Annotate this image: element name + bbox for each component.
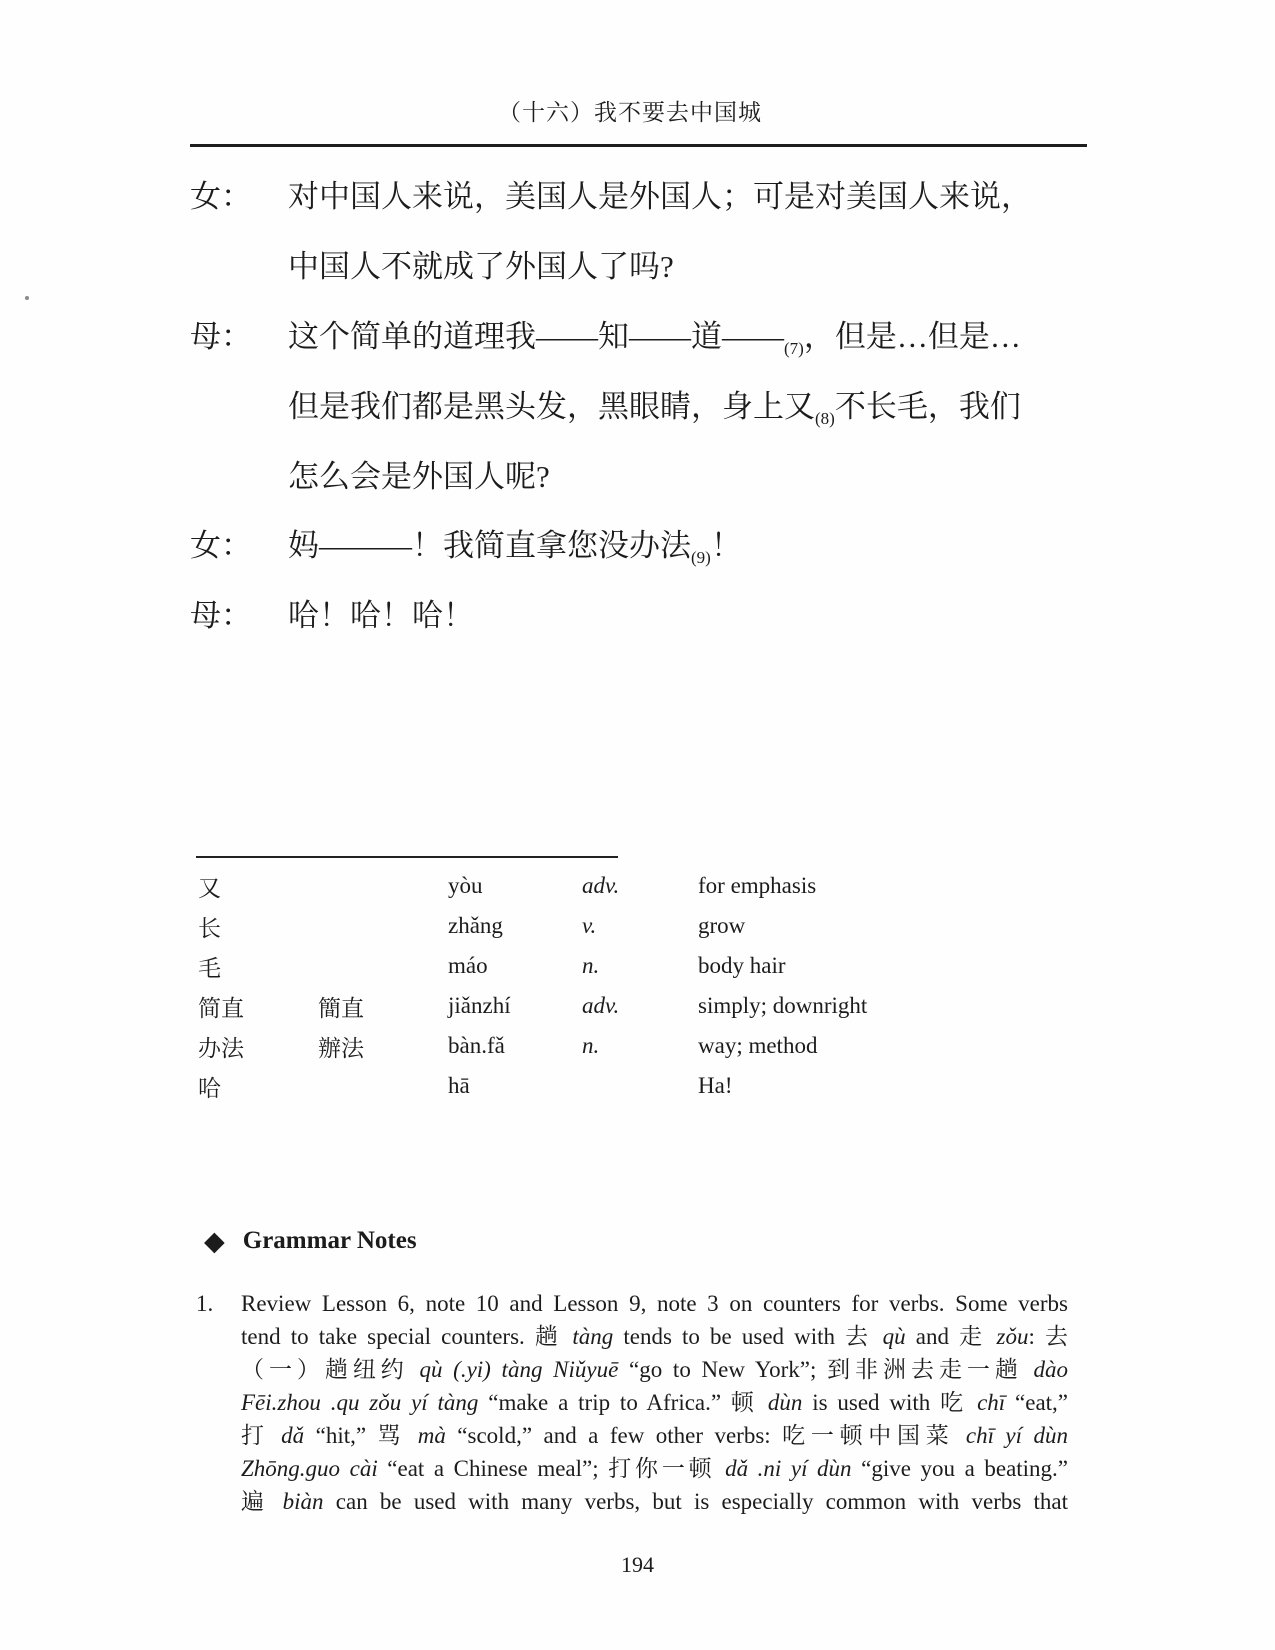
vocab-pos: n. (582, 1033, 600, 1058)
speaker-label: 女： (190, 179, 252, 214)
dialogue-line (190, 248, 674, 286)
vocab-pinyin: jiǎnzhí (448, 993, 511, 1018)
vocab-row (198, 906, 1070, 946)
grammar-notes-heading (204, 1227, 417, 1255)
dialogue-text-segment: ！ (710, 528, 742, 563)
grammar-text-segment: biàn (282, 1489, 324, 1514)
grammar-line (190, 1287, 1068, 1320)
grammar-text-segment: “make a trip to Africa.” 顿 (478, 1390, 768, 1415)
grammar-text-segment: tend to take special counters. 趟 (241, 1324, 573, 1349)
dialogue-line (190, 388, 1021, 438)
list-item-number: 1. (196, 1291, 214, 1316)
grammar-text-segment: Zhōng.guo cài (241, 1456, 378, 1481)
dialogue-text-segment: 怎么会是外国人呢? (288, 459, 550, 494)
grammar-text-segment: dǎ .ni yí dùn (725, 1456, 852, 1481)
footnote-ref: (9) (691, 548, 711, 567)
page-title: （十六）我不要去中国城 (498, 100, 762, 125)
dialogue-text-segment: 哈！哈！哈！ (288, 598, 474, 633)
grammar-text-segment: “hit,” 骂 (304, 1423, 418, 1448)
grammar-text-segment: dùn (767, 1390, 803, 1415)
vocab-traditional: 簡直 (318, 995, 364, 1021)
grammar-text-segment: zǒu (996, 1324, 1029, 1349)
speaker-label: 母： (190, 319, 252, 354)
dialogue-text-segment: ，但是…但是… (803, 319, 1021, 354)
grammar-line (190, 1452, 1068, 1485)
grammar-text-segment: 遍 (241, 1489, 283, 1514)
dialogue-line (190, 527, 742, 577)
vocab-simplified: 办法 (198, 1035, 244, 1061)
vocab-row (198, 986, 1070, 1026)
vocab-simplified: 哈 (198, 1075, 221, 1101)
vocab-gloss: body hair (698, 953, 786, 978)
grammar-line (190, 1353, 1068, 1386)
grammar-text-segment: 打 (241, 1423, 282, 1448)
speaker-label: 女： (190, 528, 252, 563)
grammar-text-segment: Review Lesson 6, note 10 and Lesson 9, note 3 on counters for verbs. Some verbs (241, 1291, 1068, 1316)
vocab-pinyin: yòu (448, 873, 483, 898)
header-rule (190, 144, 1087, 147)
grammar-text-segment: chī (977, 1390, 1006, 1415)
vocab-simplified: 又 (198, 875, 221, 901)
dialogue-line (190, 318, 1021, 368)
grammar-text-segment: qù (882, 1324, 906, 1349)
grammar-text-segment: dǎ (281, 1423, 305, 1448)
dialogue-text-segment: 中国人不就成了外国人了吗? (288, 249, 674, 284)
dialogue-line (190, 458, 550, 496)
grammar-text-segment: is used with 吃 (802, 1390, 978, 1415)
vocab-row (198, 866, 1070, 906)
vocab-pinyin: zhǎng (448, 913, 503, 938)
vocab-simplified: 长 (198, 915, 221, 941)
grammar-text-segment: “eat,” (1005, 1390, 1069, 1415)
grammar-text-segment: mà (417, 1423, 446, 1448)
grammar-text-segment: “eat a Chinese meal”; 打你一顿 (377, 1456, 726, 1481)
grammar-text-segment: qù (.yi) tàng Niǔyuē (419, 1357, 619, 1382)
dialogue-text-segment: 妈———！我简直拿您没办法 (288, 528, 691, 563)
vocab-gloss: grow (698, 913, 746, 938)
grammar-text-segment: tàng (572, 1324, 614, 1349)
grammar-text-segment: can be used with many verbs, but is especially common with verbs that (323, 1489, 1068, 1514)
grammar-text-segment: chī yí dùn (965, 1423, 1068, 1448)
vocab-row (198, 946, 1070, 986)
vocab-pos: adv. (582, 873, 620, 898)
grammar-text-segment: （一）趟纽约 (241, 1357, 420, 1382)
grammar-line (190, 1485, 1068, 1518)
grammar-line (190, 1386, 1068, 1419)
dialogue-text-segment: 不长毛，我们 (834, 389, 1021, 424)
diamond-bullet-icon: ◆ (204, 1225, 225, 1256)
grammar-text-segment: “give you a beating.” (851, 1456, 1069, 1481)
vocab-pos: v. (582, 913, 597, 938)
dialogue-line (190, 178, 1032, 216)
vocab-traditional: 辦法 (318, 1035, 364, 1061)
vocab-pinyin: bàn.fǎ (448, 1033, 505, 1058)
vocab-simplified: 毛 (198, 955, 221, 981)
grammar-notes-title: Grammar Notes (242, 1227, 417, 1254)
vocab-row (198, 1026, 1070, 1066)
vocab-gloss: way; method (698, 1033, 818, 1058)
vocab-top-rule (196, 856, 618, 858)
grammar-text-segment: Fēi.zhou .qu zǒu yí tàng (241, 1390, 479, 1415)
speaker-label: 母： (190, 598, 252, 633)
footnote-ref: (7) (784, 339, 804, 358)
vocab-row (198, 1066, 1070, 1106)
page-number: 194 (621, 1552, 654, 1577)
vocab-pos: n. (582, 953, 600, 978)
grammar-text-segment: and 走 (905, 1324, 997, 1349)
scan-speck (25, 296, 29, 300)
footnote-ref: (8) (815, 409, 835, 428)
grammar-notes-list (190, 1287, 1068, 1518)
vocab-pos: adv. (582, 993, 620, 1018)
grammar-text-segment: tends to be used with 去 (613, 1324, 883, 1349)
vocab-pinyin: máo (448, 953, 488, 978)
grammar-text-segment: “scold,” and a few other verbs: 吃一顿中国菜 (445, 1423, 966, 1448)
vocab-pinyin: hā (448, 1073, 470, 1098)
dialogue-line (190, 597, 474, 635)
grammar-text-segment: “go to New York”; 到非洲去走一趟 (618, 1357, 1034, 1382)
grammar-text-segment: dào (1033, 1357, 1069, 1382)
dialogue-text-segment: 对中国人来说，美国人是外国人；可是对美国人来说， (288, 179, 1032, 214)
vocab-gloss: simply; downright (698, 993, 868, 1018)
vocab-simplified: 简直 (198, 995, 244, 1021)
grammar-line (190, 1320, 1068, 1353)
vocab-gloss: Ha! (698, 1073, 733, 1098)
grammar-line (190, 1419, 1068, 1452)
vocab-table (198, 866, 1070, 1106)
vocab-gloss: for emphasis (698, 873, 817, 898)
dialogue-text-segment: 但是我们都是黑头发，黑眼睛，身上又 (288, 389, 815, 424)
grammar-text-segment: : 去 (1028, 1324, 1069, 1349)
dialogue-text-segment: 这个简单的道理我——知——道—— (288, 319, 784, 354)
